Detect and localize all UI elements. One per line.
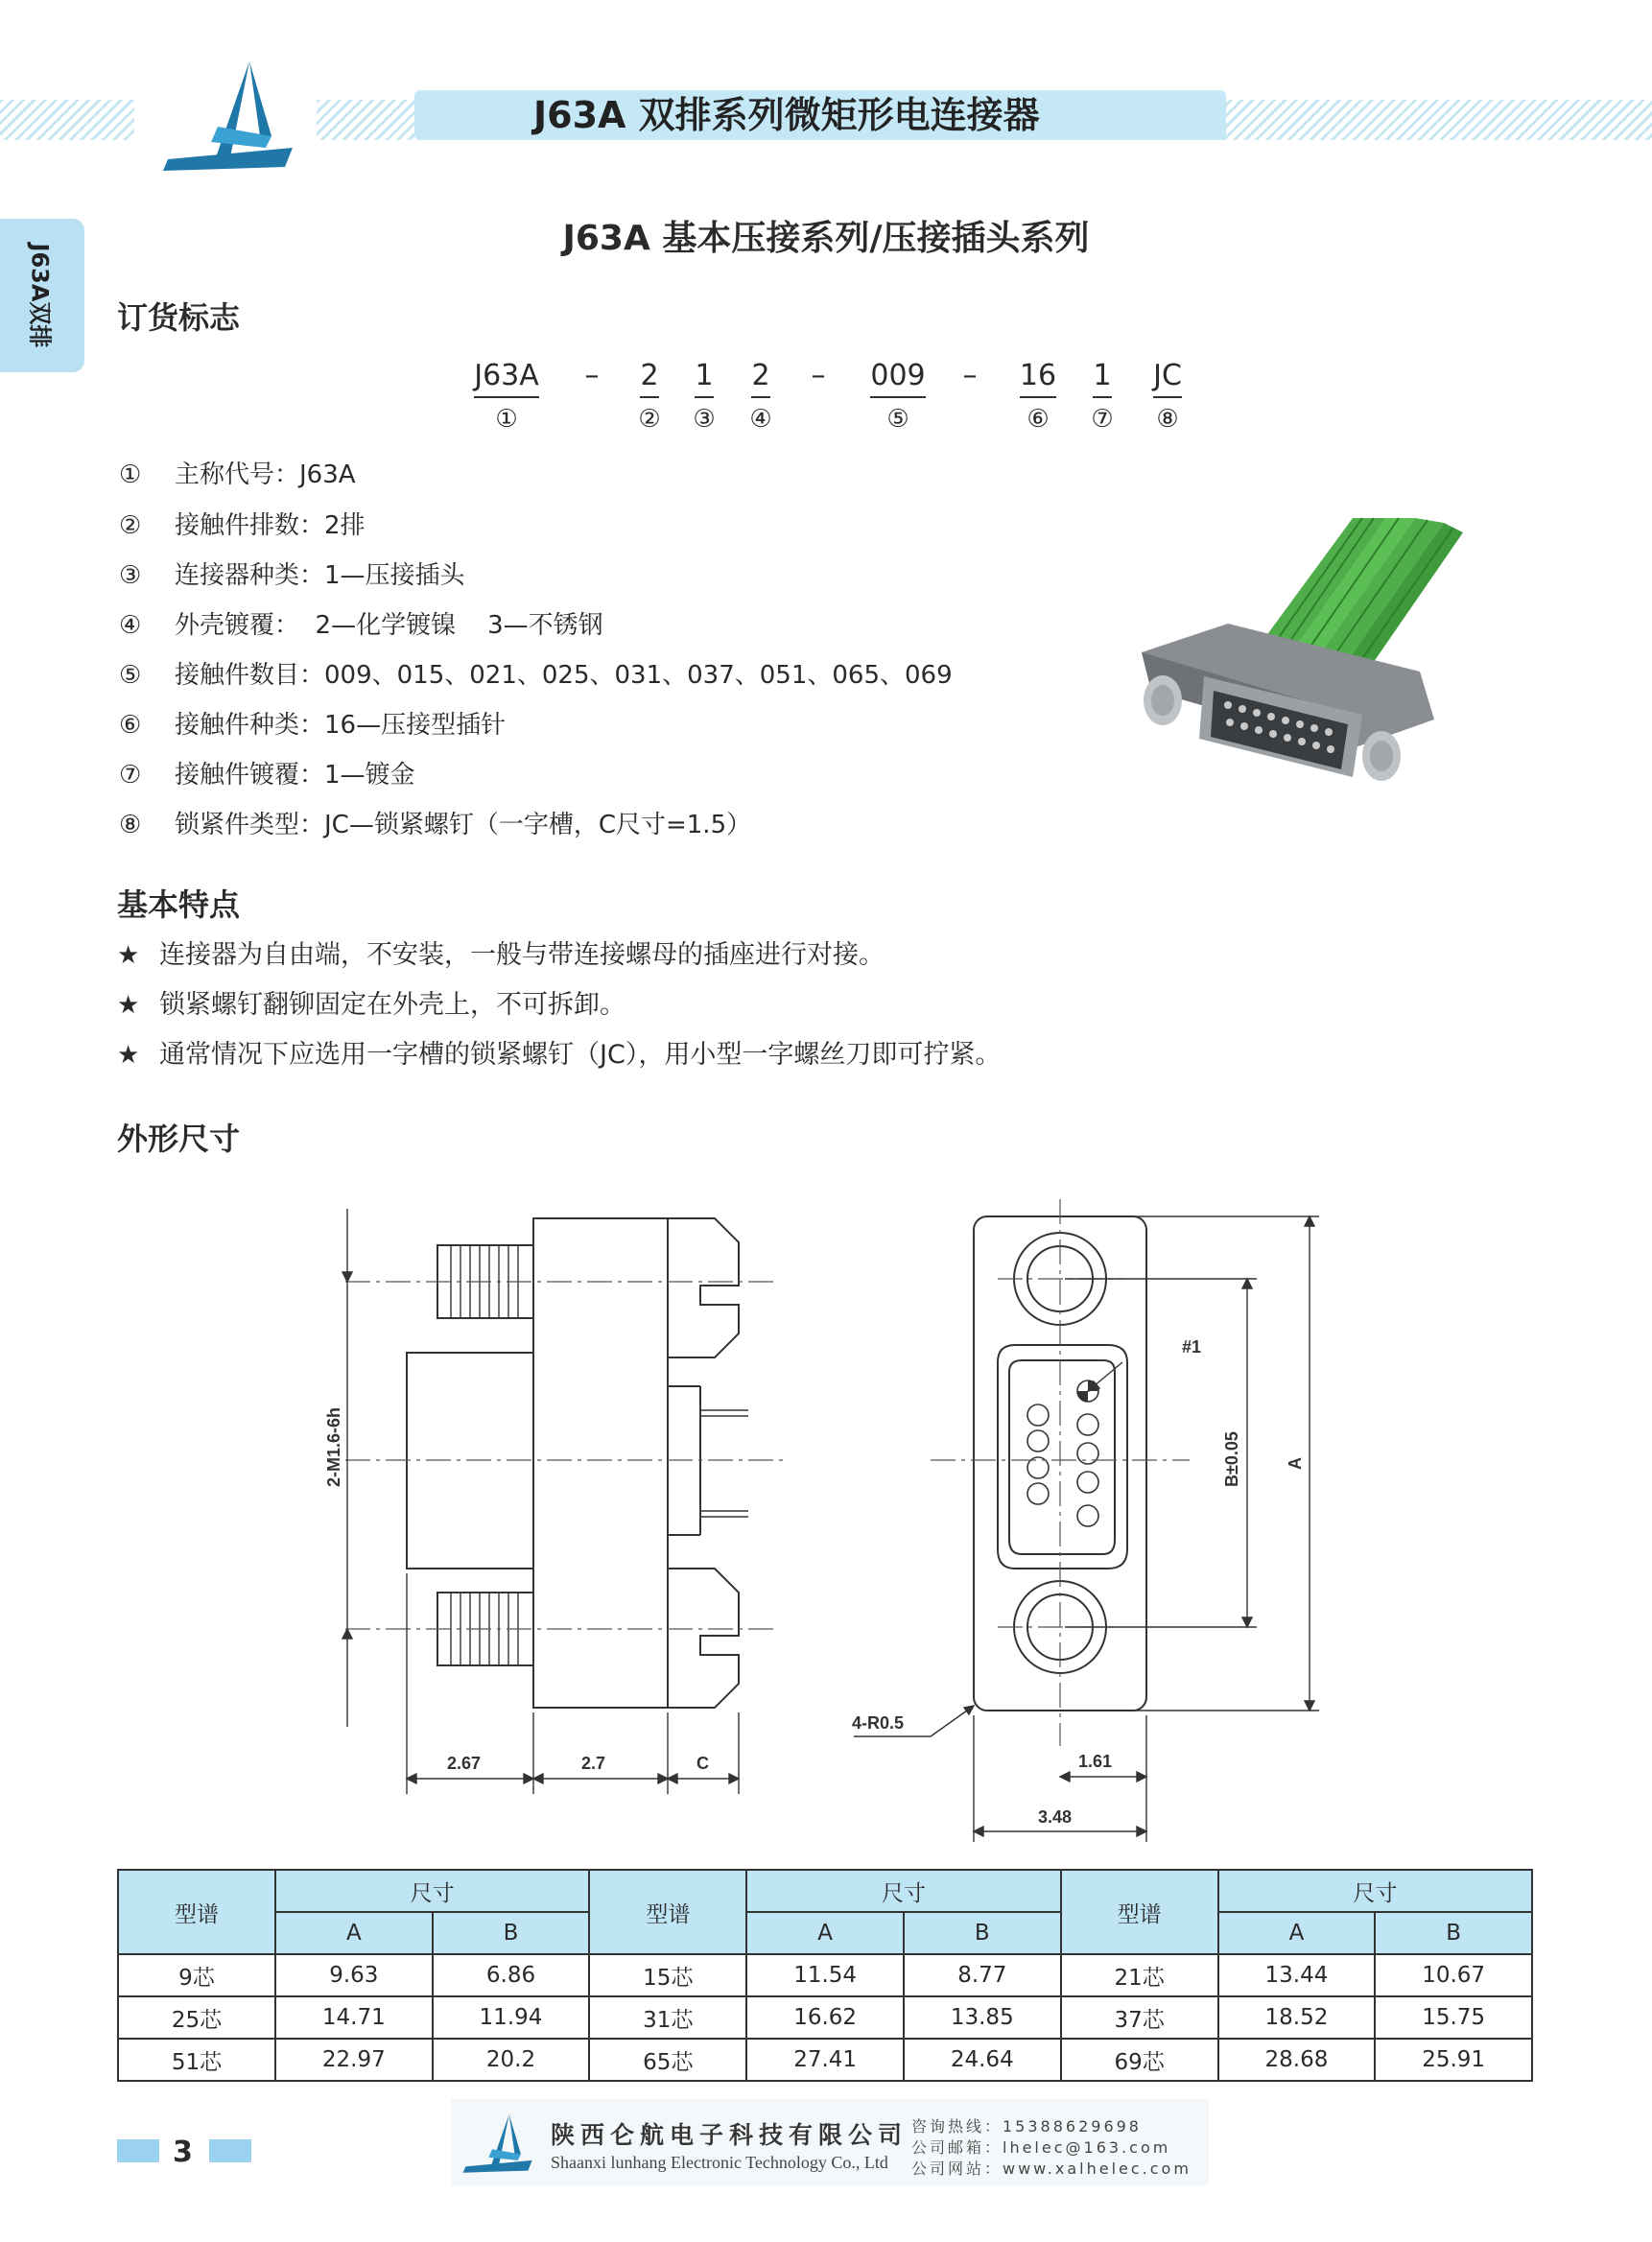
code-part-3: 1 — [688, 359, 720, 398]
code-num-3: ③ — [693, 405, 716, 434]
header-hatch-right — [1218, 100, 1652, 140]
col-model: 型谱 — [589, 1870, 746, 1954]
ordering-item: ⑧ 锁紧件类型：JC—锁紧螺钉（一字槽，C尺寸=1.5） — [119, 811, 752, 839]
ordering-item: ② 接触件排数：2排 — [119, 511, 366, 540]
dim-2-67: 2.67 — [447, 1754, 482, 1773]
code-part-1: J63A — [466, 359, 547, 398]
code-num-2: ② — [638, 405, 661, 434]
page-bar-right — [209, 2139, 251, 2162]
col-a: A — [746, 1912, 904, 1954]
table-row: 25芯 14.71 11.94 31芯 16.62 13.85 37芯 18.52 15.75 — [118, 1996, 1532, 2039]
col-model: 型谱 — [118, 1870, 275, 1954]
company-email[interactable]: 公司邮箱：lhelec@163.com — [911, 2138, 1171, 2157]
feature-item: ★ 锁紧螺钉翻铆固定在外壳上，不可拆卸。 — [117, 990, 625, 1020]
header-hatch-mid — [317, 100, 422, 140]
feature-item: ★ 连接器为自由端，不安装，一般与带连接螺母的插座进行对接。 — [117, 940, 885, 970]
page-title: J63A 双排系列微矩形电连接器 — [414, 90, 1226, 140]
code-dash-1: – — [584, 359, 600, 392]
ordering-item: ⑦ 接触件镀覆：1—镀金 — [119, 761, 415, 790]
header-hatch-left — [0, 100, 134, 140]
ordering-item: ⑥ 接触件种类：16—压接型插针 — [119, 711, 507, 740]
code-dash-2: – — [811, 359, 826, 392]
code-part-7: 1 — [1086, 359, 1119, 398]
footer-logo — [460, 2109, 537, 2176]
col-b: B — [1375, 1912, 1532, 1954]
dim-3-48: 3.48 — [1038, 1807, 1073, 1827]
page-number: 3 — [173, 2136, 193, 2169]
company-phone: 咨询热线：15388629698 — [911, 2117, 1142, 2136]
col-a: A — [275, 1912, 433, 1954]
thread-label: 2-M1.6-6h — [324, 1406, 343, 1487]
table-row: 9芯 9.63 6.86 15芯 11.54 8.77 21芯 13.44 10.67 — [118, 1954, 1532, 1996]
col-model: 型谱 — [1061, 1870, 1218, 1954]
code-part-6: 16 — [1017, 359, 1059, 398]
company-name-en: Shaanxi lunhang Electronic Technology Co., Ltd — [551, 2153, 888, 2172]
col-size: 尺寸 — [746, 1870, 1060, 1912]
code-num-7: ⑦ — [1091, 405, 1114, 434]
features-heading: 基本特点 — [117, 886, 241, 923]
dimensions-heading: 外形尺寸 — [117, 1121, 241, 1157]
side-view-drawing — [307, 1190, 806, 1842]
dim-c: C — [696, 1754, 709, 1773]
code-num-4: ④ — [749, 405, 772, 434]
code-part-5: 009 — [861, 359, 934, 398]
col-b: B — [904, 1912, 1061, 1954]
ordering-item: ④ 外壳镀覆： 2—化学镀镍 3—不锈钢 — [119, 611, 603, 640]
code-num-5: ⑤ — [886, 405, 909, 434]
col-size: 尺寸 — [1218, 1870, 1532, 1912]
code-part-2: 2 — [633, 359, 666, 398]
table-row: 51芯 22.97 20.2 65芯 27.41 24.64 69芯 28.68 25.91 — [118, 2039, 1532, 2081]
col-a: A — [1218, 1912, 1376, 1954]
dim-r: 4-R0.5 — [852, 1713, 905, 1733]
section-subtitle: J63A 基本压接系列/压接插头系列 — [562, 219, 1090, 258]
ordering-item: ③ 连接器种类：1—压接插头 — [119, 561, 465, 590]
code-num-6: ⑥ — [1027, 405, 1050, 434]
code-part-8: JC — [1144, 359, 1192, 398]
col-size: 尺寸 — [275, 1870, 589, 1912]
company-name-cn: 陕西仑航电子科技有限公司 — [551, 2121, 909, 2149]
code-num-1: ① — [495, 405, 518, 434]
company-logo — [158, 54, 302, 174]
company-website[interactable]: 公司网站：www.xalhelec.com — [911, 2159, 1192, 2178]
dim-a: A — [1286, 1457, 1305, 1470]
dim-b: B±0.05 — [1222, 1431, 1241, 1487]
ordering-heading: 订货标志 — [117, 299, 241, 336]
ordering-item: ① 主称代号：J63A — [119, 460, 356, 489]
dimension-table — [117, 1869, 1533, 2082]
side-tab-label: J63A双排 — [26, 243, 54, 348]
code-part-4: 2 — [744, 359, 777, 398]
ordering-item: ⑤ 接触件数目：009、015、021、025、031、037、051、065、069 — [119, 661, 953, 690]
dim-2-7: 2.7 — [581, 1754, 606, 1773]
connector-product-image — [1122, 499, 1506, 806]
code-dash-3: – — [962, 359, 978, 392]
page-bar-left — [117, 2139, 159, 2162]
pin1-label: #1 — [1182, 1337, 1202, 1357]
code-num-8: ⑧ — [1156, 405, 1179, 434]
front-view-drawing — [835, 1190, 1333, 1842]
col-b: B — [433, 1912, 590, 1954]
dim-1-61: 1.61 — [1078, 1752, 1113, 1771]
feature-item: ★ 通常情况下应选用一字槽的锁紧螺钉（JC），用小型一字螺丝刀即可拧紧。 — [117, 1040, 1002, 1070]
